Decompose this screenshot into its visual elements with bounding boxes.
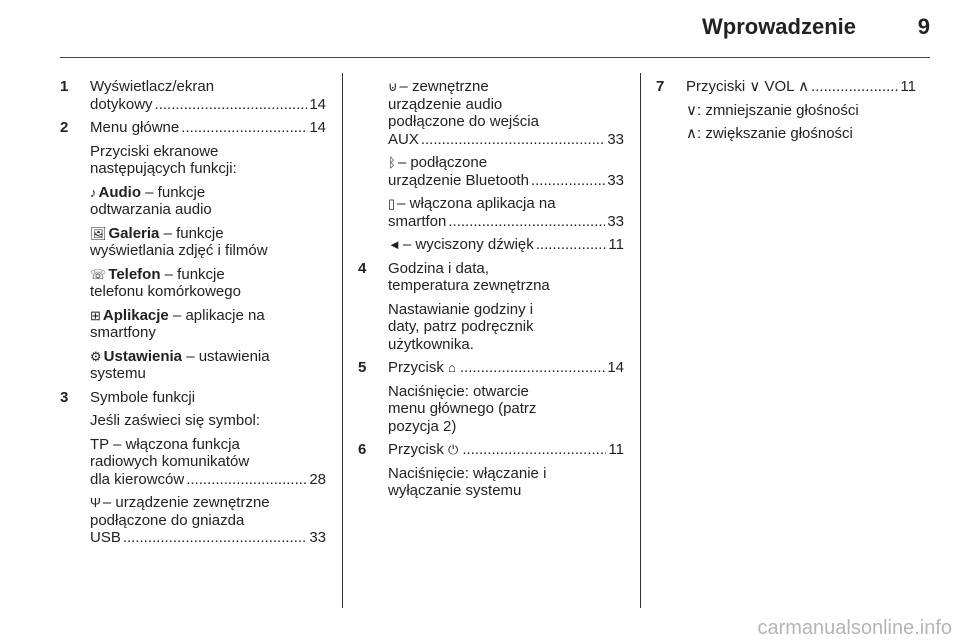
paragraph: Nastawianie godziny i daty, patrz podręcznik użytkownika. bbox=[388, 300, 534, 353]
page-ref: 11 bbox=[608, 441, 624, 458]
page-ref: 14 bbox=[309, 95, 326, 113]
phone-app-icon: ▯ bbox=[388, 196, 396, 211]
paragraph: ᛒ – podłączone urządzenie Bluetooth ..... 33 bbox=[358, 154, 624, 189]
paragraph: ◄ – wyciszony dźwięk ..... 11 bbox=[358, 236, 624, 254]
list-item bbox=[358, 359, 624, 435]
paragraph: Przyciski ekranowe następujących funkcji: bbox=[90, 142, 237, 177]
bluetooth-icon: ᛒ bbox=[388, 155, 396, 170]
list-item bbox=[60, 78, 326, 113]
column-1 bbox=[60, 78, 326, 553]
settings-icon: ⚙ bbox=[90, 348, 102, 364]
item-text: Wyświetlacz/ekran bbox=[90, 78, 215, 95]
paragraph: TP – włączona funkcja radiowych komunikatów dla kierowców ..... 28 bbox=[90, 436, 326, 489]
item-text: Symbole funkcji bbox=[90, 388, 196, 406]
home-icon: ⌂ bbox=[448, 360, 456, 375]
page-number: 9 bbox=[917, 14, 930, 39]
paragraph: ☏ Telefon – funkcje telefonu komórkowego bbox=[90, 265, 241, 300]
watermark: carmanualsonline.info bbox=[757, 617, 952, 639]
paragraph: ∨: zmniejszanie głośności bbox=[686, 101, 859, 119]
toc-line: Menu główne ..... 14 bbox=[90, 119, 326, 137]
audio-icon: ♪ bbox=[90, 184, 97, 200]
page-ref: 33 bbox=[309, 529, 326, 546]
paragraph: ∧: zwiększanie głośności bbox=[686, 125, 853, 142]
item-text: Godzina i data, temperatura zewnętrzna bbox=[388, 259, 550, 294]
usb-icon: Ψ bbox=[90, 495, 101, 510]
paragraph: ⊞ Aplikacje – aplikacje na smartfony bbox=[90, 306, 265, 341]
toc-line: Przycisk ⏻ ..... 11 bbox=[388, 441, 624, 459]
list-item bbox=[358, 260, 624, 354]
list-item bbox=[358, 441, 624, 500]
paragraph: ⊍ – zewnętrzne urządzenie audio podłączone do wejścia AUX ..... 33 bbox=[358, 78, 624, 148]
page-ref: 11 bbox=[608, 236, 624, 253]
column-3 bbox=[656, 78, 916, 149]
page-ref: 14 bbox=[309, 119, 326, 136]
page-title: Wprowadzenie bbox=[701, 14, 856, 39]
mute-icon: ◄ bbox=[388, 237, 401, 252]
item-number: 6 bbox=[358, 441, 367, 458]
toc-line: Przyciski ∨ VOL ∧ ..... 11 bbox=[686, 78, 916, 96]
column-2 bbox=[358, 78, 624, 506]
paragraph: ⚙ Ustawienia – ustawienia systemu bbox=[90, 347, 270, 382]
power-icon: ⏻ bbox=[448, 442, 459, 457]
paragraph: ▯ – włączona aplikacja na smartfon ..... 33 bbox=[358, 195, 624, 230]
paragraph: Ψ – urządzenie zewnętrzne podłączone do gniazda USB ..... 33 bbox=[90, 494, 326, 547]
apps-icon: ⊞ bbox=[90, 307, 101, 323]
item-number: 3 bbox=[60, 388, 69, 406]
header-rule bbox=[60, 57, 930, 58]
item-number: 5 bbox=[358, 359, 367, 376]
paragraph: Naciśnięcie: otwarcie menu głównego (patrz pozycja 2) bbox=[388, 382, 537, 435]
paragraph: Jeśli zaświeci się symbol: bbox=[90, 412, 261, 429]
list-item bbox=[60, 389, 326, 547]
item-number: 1 bbox=[60, 78, 69, 95]
list-item bbox=[656, 78, 916, 143]
toc-line: dotykowy ..... 14 bbox=[90, 96, 326, 114]
page-ref: 33 bbox=[607, 130, 624, 148]
page-header bbox=[0, 0, 960, 58]
toc-line: Przycisk ⌂ ..... 14 bbox=[388, 359, 624, 377]
item-number: 2 bbox=[60, 119, 69, 136]
aux-icon: ⊍ bbox=[388, 79, 398, 94]
paragraph: ♪ Audio – funkcje odtwarzania audio bbox=[90, 183, 212, 218]
page-ref: 33 bbox=[607, 212, 624, 230]
page-ref: 11 bbox=[900, 78, 916, 95]
paragraph: Naciśnięcie: włączanie i wyłączanie systemu bbox=[388, 464, 547, 499]
page-ref: 33 bbox=[607, 171, 624, 189]
column-divider bbox=[640, 73, 641, 608]
list-item bbox=[60, 119, 326, 383]
column-divider bbox=[342, 73, 343, 608]
phone-icon: ☏ bbox=[90, 266, 107, 282]
page-ref: 14 bbox=[607, 359, 624, 376]
item-number: 4 bbox=[358, 259, 367, 277]
item-number: 7 bbox=[656, 78, 665, 95]
gallery-icon: 🖼 bbox=[90, 225, 107, 241]
paragraph: 🖼 Galeria – funkcje wyświetlania zdjęć i filmów bbox=[90, 224, 268, 259]
page-ref: 28 bbox=[309, 470, 326, 488]
